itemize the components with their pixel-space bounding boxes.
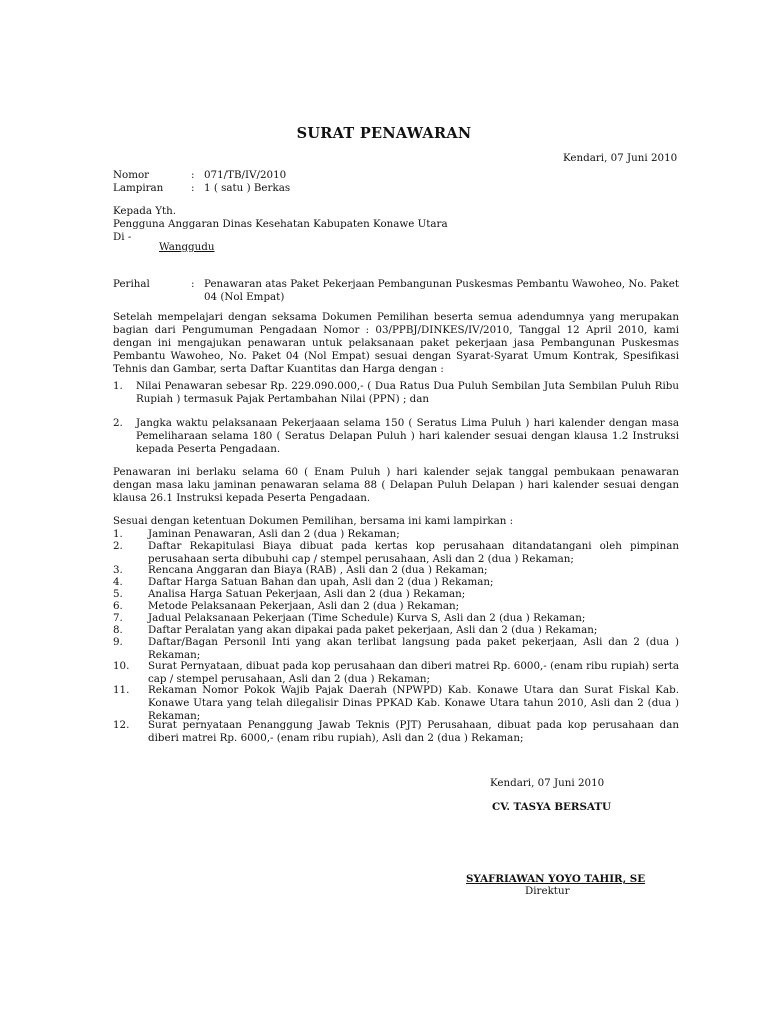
letter-title: SURAT PENAWARAN <box>296 125 472 142</box>
point-number: 1. <box>113 380 123 392</box>
validity-paragraph: Penawaran ini berlaku selama 60 ( Enam Puluh ) hari kalender sejak tanggal pembukaan penawaran dengan masa laku jaminan penawaran selama 88 ( Delapan Puluh Delapan ) hari kalender sesuai dengan klausa 26.1 Instruksi kepada Peserta Pengadaan. <box>113 466 679 504</box>
perihal-colon: : <box>191 278 195 290</box>
attachment-number: 12. <box>113 719 130 731</box>
attachment-number: 5. <box>113 588 123 600</box>
attachment-number: 6. <box>113 600 123 612</box>
attachment-text: Daftar/Bagan Personil Inti yang akan terlibat langsung pada paket pekerjaan, Asli dan 2 (dua ) Rekaman; <box>148 636 679 661</box>
attachment-text: Daftar Harga Satuan Bahan dan upah, Asli dan 2 (dua ) Rekaman; <box>148 576 494 588</box>
perihal-label: Perihal <box>113 278 150 290</box>
attachment-text: Jadual Pelaksanaan Pekerjaan (Time Schedule) Kurva S, Asli dan 2 (dua ) Rekaman; <box>148 612 586 624</box>
sign-place-date: Kendari, 07 Juni 2010 <box>490 777 605 789</box>
point-number: 2. <box>113 417 123 429</box>
company-name: CV. TASYA BERSATU <box>492 801 611 813</box>
attachment-number: 9. <box>113 636 123 648</box>
signatory-name: SYAFRIAWAN YOYO TAHIR, SE <box>466 873 646 885</box>
place-date: Kendari, 07 Juni 2010 <box>563 152 678 164</box>
addressee-line1: Kepada Yth. <box>113 205 177 217</box>
attachment-text: Rencana Anggaran dan Biaya (RAB) , Asli dan 2 (dua ) Rekaman; <box>148 564 488 576</box>
addressee-line2: Pengguna Anggaran Dinas Kesehatan Kabupaten Konawe Utara <box>113 218 448 230</box>
perihal-value: Penawaran atas Paket Pekerjaan Pembangunan Puskesmas Pembantu Wawoheo, No. Paket 04 (Nol Empat) <box>204 278 679 303</box>
attachment-text: Daftar Peralatan yang akan dipakai pada paket pekerjaan, Asli dan 2 (dua ) Rekaman; <box>148 624 598 636</box>
attachment-number: 4. <box>113 576 123 588</box>
attachment-number: 3. <box>113 564 123 576</box>
lampiran-colon: : <box>191 182 195 194</box>
attachment-number: 8. <box>113 624 123 636</box>
attachment-number: 10. <box>113 660 130 672</box>
opening-paragraph: Setelah mempelajari dengan seksama Dokumen Pemilihan beserta semua adendumnya yang merupakan bagian dari Pengumuman Pengadaan Nomor : 03/PPBJ/DINKES/IV/2010, Tanggal 12 April 2010, kami dengan ini mengajukan penawaran untuk pelaksanaan paket pekerjaan jasa Pembangunan Puskesmas Pembantu Wawoheo, No. Paket 04 (Nol Empat) sesuai dengan Syarat-Syarat Umum Kontrak, Spesifikasi Tehnis dan Gambar, serta Daftar Kuantitas dan Harga dengan : <box>113 311 679 375</box>
point-text: Nilai Penawaran sebesar Rp. 229.090.000,- ( Dua Ratus Dua Puluh Sembilan Juta Sembilan Puluh Ribu Rupiah ) termasuk Pajak Pertambahan Nilai (PPN) ; dan <box>136 380 679 405</box>
attachment-text: Rekaman Nomor Pokok Wajib Pajak Daerah (NPWPD) Kab. Konawe Utara dan Surat Fiskal Kab. Konawe Utara yang telah dilegalisir Dinas PPKAD Kab. Konawe Utara tahun 2010, Asli dan 2 (dua ) Rekaman; <box>148 684 679 722</box>
point-text: Jangka waktu pelaksanaan Pekerjaaan selama 150 ( Seratus Lima Puluh ) hari kalender dengan masa Pemeliharaan selama 180 ( Seratus Delapan Puluh ) hari kalender sesuai dengan klausa 1.2 Instruksi kepada Peserta Pengadaan. <box>136 417 679 455</box>
attachment-text: Analisa Harga Satuan Pekerjaan, Asli dan 2 (dua ) Rekaman; <box>148 588 466 600</box>
attachment-number: 7. <box>113 612 123 624</box>
lampiran-label: Lampiran <box>113 182 164 194</box>
attachment-text: Daftar Rekapitulasi Biaya dibuat pada kertas kop perusahaan ditandatangani oleh pimpinan perusahaan serta dibubuhi cap / stempel perusahaan, Asli dan 2 (dua ) Rekaman; <box>148 540 679 565</box>
nomor-colon: : <box>191 169 195 181</box>
attachments-intro: Sesuai dengan ketentuan Dokumen Pemilihan, bersama ini kami lampirkan : <box>113 515 514 527</box>
attachment-text: Surat Pernyataan, dibuat pada kop perusahaan dan diberi matrei Rp. 6000,- (enam ribu rupiah) serta cap / stempel perusahaan, Asli dan 2 (dua ) Rekaman; <box>148 660 679 685</box>
nomor-label: Nomor <box>113 169 150 181</box>
addressee-line3: Di - <box>113 231 132 243</box>
attachment-number: 11. <box>113 684 130 696</box>
attachment-text: Metode Pelaksanaan Pekerjaan, Asli dan 2 (dua ) Rekaman; <box>148 600 460 612</box>
attachment-number: 1. <box>113 528 123 540</box>
addressee-city: Wanggudu <box>159 241 215 253</box>
attachment-number: 2. <box>113 540 123 552</box>
lampiran-value: 1 ( satu ) Berkas <box>204 182 291 194</box>
attachment-text: Surat pernyataan Penanggung Jawab Teknis (PJT) Perusahaan, dibuat pada kop perusahaan dan diberi matrei Rp. 6000,- (enam ribu rupiah), Asli dan 2 (dua ) Rekaman; <box>148 719 679 744</box>
attachment-text: Jaminan Penawaran, Asli dan 2 (dua ) Rekaman; <box>148 528 400 540</box>
nomor-value: 071/TB/IV/2010 <box>204 169 287 181</box>
signatory-title: Direktur <box>525 885 570 897</box>
